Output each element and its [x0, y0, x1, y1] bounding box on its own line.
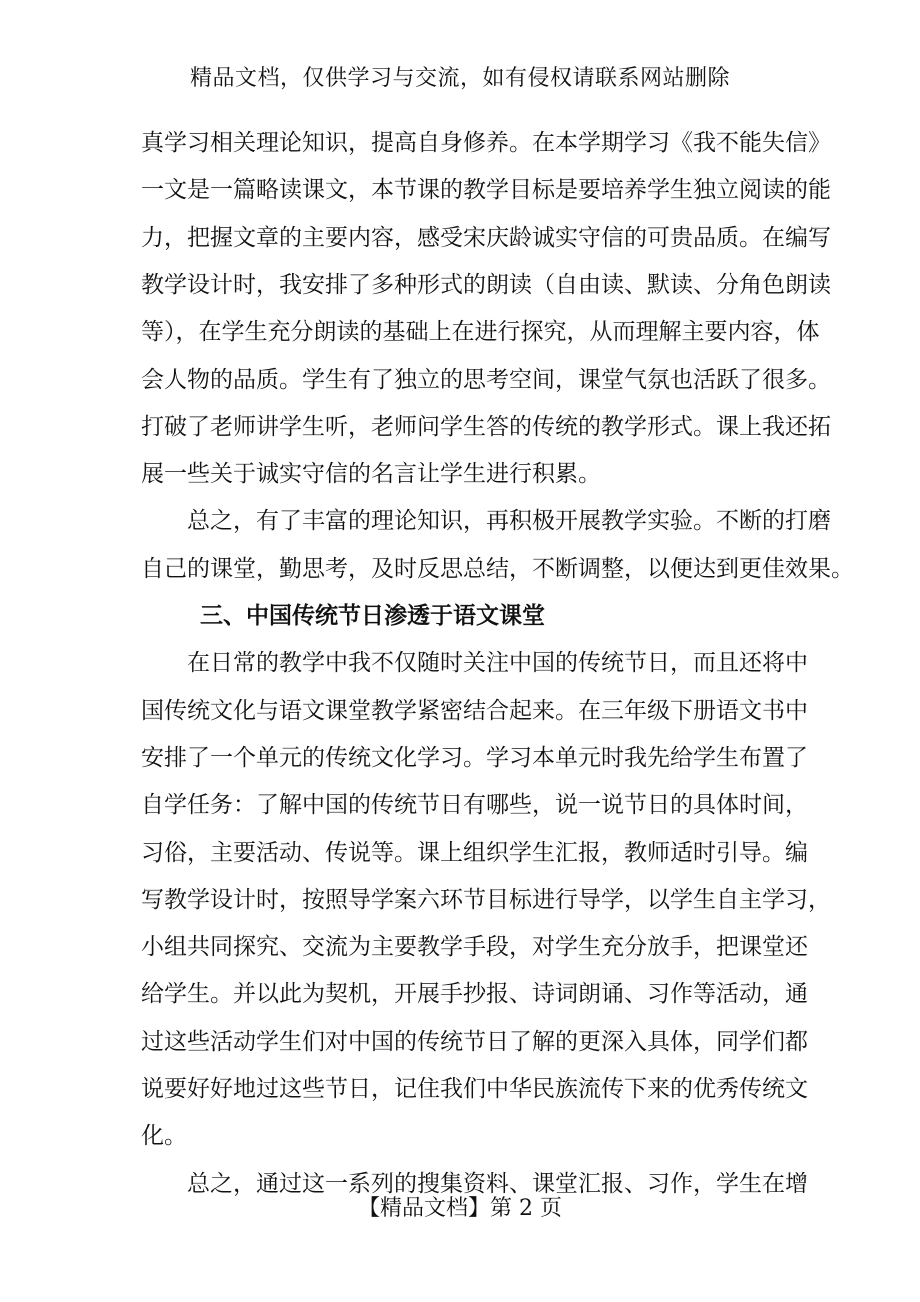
text-line: 等），在学生充分朗读的基础上在进行探究，从而理解主要内容，体	[141, 319, 820, 346]
text-line: 自己的课堂，勤思考，及时反思总结，不断调整，以便达到更佳效果。	[141, 555, 854, 582]
text-line: 真学习相关理论知识，提高自身修养。在本学期学习《我不能失信》	[141, 130, 831, 156]
text-line: 说要好好地过这些节日，记住我们中华民族流传下来的优秀传统文	[141, 1076, 808, 1102]
text-line: 化。	[141, 1123, 187, 1150]
text-line: 小组共同探究、交流为主要教学手段，对学生充分放手，把课堂还	[141, 934, 808, 961]
text-line: 总之，有了丰富的理论知识，再积极开展教学实验。不断的打磨	[187, 508, 831, 535]
text-line: 一文是一篇略读课文，本节课的教学目标是要培养学生独立阅读的能	[141, 177, 831, 204]
text-line: 在日常的教学中我不仅随时关注中国的传统节日，而且还将中	[187, 650, 808, 677]
text-line: 写教学设计时，按照导学案六环节目标进行导学，以学生自主学习，	[141, 886, 831, 913]
text-line: 自学任务：了解中国的传统节日有哪些，说一说节日的具体时间，	[141, 792, 808, 819]
text-line: 打破了老师讲学生听，老师问学生答的传统的教学形式。课上我还拓	[141, 413, 831, 440]
text-line: 总之，通过这一系列的搜集资料、课堂汇报、习作，学生在增	[187, 1170, 808, 1197]
text-line: 过这些活动学生们对中国的传统节日了解的更深入具体，同学们都	[141, 1028, 808, 1055]
text-line: 展一些关于诚实守信的名言让学生进行积累。	[141, 461, 601, 488]
text-line: 力，把握文章的主要内容，感受宋庆龄诚实守信的可贵品质。在编写	[141, 224, 831, 251]
page-footer: 【精品文档】第 2 页	[358, 1196, 562, 1221]
text-line: 习俗，主要活动、传说等。课上组织学生汇报，教师适时引导。编	[141, 839, 808, 866]
text-line: 安排了一个单元的传统文化学习。学习本单元时我先给学生布置了	[141, 744, 808, 771]
text-line: 给学生。并以此为契机，开展手抄报、诗词朗诵、习作等活动，通	[141, 981, 808, 1008]
page-header: 精品文档，仅供学习与交流，如有侵权请联系网站删除	[189, 66, 730, 91]
text-line: 会人物的品质。学生有了独立的思考空间，课堂气氛也活跃了很多。	[141, 366, 831, 393]
text-line: 国传统文化与语文课堂教学紧密结合起来。在三年级下册语文书中	[141, 697, 808, 724]
text-line: 教学设计时，我安排了多种形式的朗读（自由读、默读、分角色朗读	[141, 271, 831, 298]
section-heading: 三、中国传统节日渗透于语文课堂	[200, 602, 545, 629]
